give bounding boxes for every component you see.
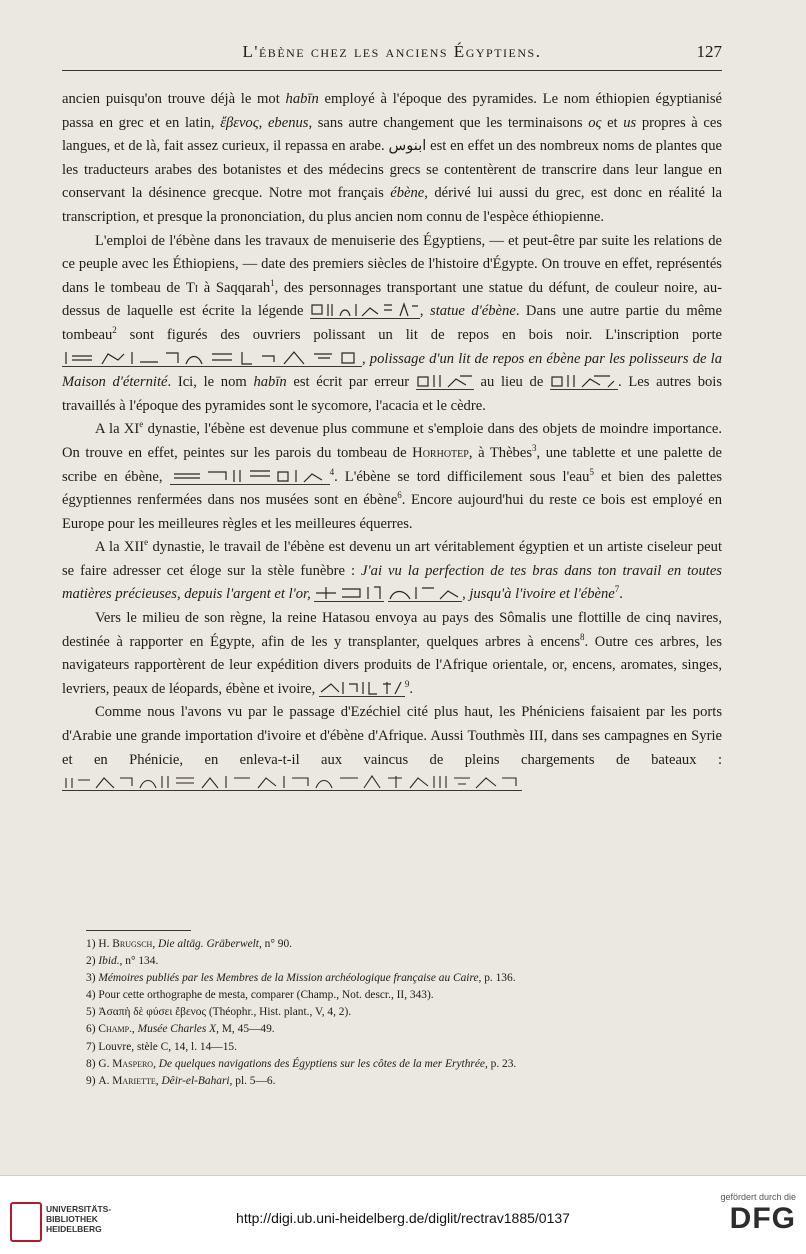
text: est en effet un des nombreux noms de plantes que les traducteurs arabes des botanistes et des médecins grecs se contentèrent de transcrire dans leur langue en conservant la désinence grecque. Notre mot français	[62, 138, 723, 202]
text: est écrit par erreur	[286, 374, 416, 391]
footnote	[86, 1056, 686, 1073]
text: , dérivé lui aussi du grec, est donc en réalité la transcription, et presque la prononciation, du plus ancien nom connu de l'espèce éthiopienne.	[62, 185, 722, 225]
latin-ending: us	[623, 114, 637, 131]
text: . Les autres bois travaillés à l'époque des pyramides sont le sycomore, l'acacia et le cèdre.	[62, 374, 723, 414]
text: . Ici, le nom	[167, 374, 254, 391]
paragraph-3	[62, 418, 722, 536]
hieroglyph-group	[62, 350, 362, 367]
footnote	[86, 1039, 686, 1056]
text: ,	[258, 114, 268, 131]
hieroglyph-group	[319, 680, 405, 697]
hieroglyph-group	[416, 373, 474, 390]
footnote	[86, 970, 686, 987]
greek-word: ἔβενος	[220, 114, 259, 131]
text: , des personnages transportant une statue du défunt, de couleur noire, au-dessus de laquelle est écrite la légende	[62, 279, 722, 320]
french-word: ébène	[390, 185, 425, 202]
text: L'emploi de l'ébène dans les travaux de menuiserie des Égyptiens, — et peut-être par suite les relations de ce peuple avec les Éthiopiens, — date des premiers siècles de l'histoire d'Égypte. On trouve en effet, représentés dans le tombeau de	[62, 232, 722, 296]
text: . Outre ces arbres, les navigateurs rapportèrent de leur expédition divers produits de l'Afrique orientale, or, encens, aromates, singes, levriers, peaux de léopards, ébène et ivoire,	[62, 633, 722, 697]
text: , à Thèbes	[468, 444, 533, 461]
permalink-url[interactable]: http://digi.ub.uni-heidelberg.de/diglit/rectrav1885/0137	[236, 1210, 570, 1226]
text: dynastie, le travail de l'ébène est devenu un art véritablement égyptien et un artiste ciseleur peut se faire adresser cet éloge sur la stèle funèbre :	[62, 539, 722, 579]
dfg-logo[interactable]	[706, 1192, 796, 1244]
text: .	[619, 586, 623, 603]
text: A la XII	[95, 539, 145, 556]
text: et bien des palettes égyptiennes renfermées dans nos musées sont en ébène	[62, 468, 722, 509]
page-number: 127	[696, 42, 722, 61]
text: De quelques navigations des Égyptiens sur les côtes de la mer Erythrée,	[158, 1057, 488, 1070]
text: . Encore aujourd'hui du reste ce bois est employé en Europe pour les meilleures règles et les meilleures équerres.	[62, 492, 722, 532]
footnotes	[86, 936, 686, 1090]
latin-word: ebenus	[267, 114, 309, 131]
text: A la XI	[95, 421, 140, 438]
hieroglyph-group	[388, 585, 462, 602]
text: et	[601, 114, 624, 131]
text: Die altäg. Gräberwelt,	[158, 938, 262, 950]
text: 8)	[86, 1057, 96, 1070]
arabic-word: ابنوس	[388, 138, 427, 155]
translation-statue: statue d'ébène	[430, 303, 516, 320]
text: . Dans une autre partie du même tombeau	[62, 303, 722, 343]
text: employé à l'époque des pyramides. Le nom éthiopien égyptianisé passa en grec et en latin,	[62, 91, 722, 131]
text: Pour cette orthographe de mesta, comparer (Champ., Not. descr., II, 343).	[98, 989, 434, 1002]
funder-caption: gefördert durch die	[720, 1192, 796, 1202]
hieroglyph-group	[310, 302, 420, 319]
term-habin: habīn	[285, 91, 319, 107]
text: 9)	[86, 1074, 96, 1087]
name-horhotep: Horhotep	[412, 444, 469, 461]
footnote	[86, 1004, 686, 1021]
hieroglyph-group	[550, 373, 618, 390]
article-body	[62, 88, 722, 796]
quotation: J'ai vu la perfection de tes bras dans ton travail en toutes matières précieuses, depuis l'argent et l'or,	[62, 562, 722, 603]
text: BIBLIOTHEK	[46, 1214, 98, 1224]
text: dynastie, l'ébène est devenue plus commune et s'emploie dans des objets de moindre importance. On trouve en effet, peintes sur les parois du tombeau de	[62, 421, 722, 461]
footnote-ref: 9	[404, 678, 410, 689]
text: 6)	[86, 1023, 96, 1036]
running-title: L'ébène chez les anciens Égyptiens.	[242, 42, 542, 61]
footnote	[86, 953, 686, 970]
funder-logo-text: DFG	[729, 1202, 796, 1235]
text: . L'ébène se tord difficilement sous l'eau	[334, 468, 590, 485]
text: H. Brugsch,	[98, 938, 156, 950]
text: Dêir-el-Bahari,	[161, 1074, 233, 1087]
text: Mémoires publiés par les Membres de la Mission archéologique française au Caire,	[98, 972, 482, 985]
text: 5)	[86, 1006, 96, 1019]
text: Louvre, stèle C, 14, l. 14—15.	[98, 1040, 237, 1053]
paragraph-1	[62, 88, 722, 230]
text: 4)	[86, 989, 96, 1002]
text: Ἀσαπὴ δὲ φύσει ἔβενος (Théophr., Hist. plant., V, 4, 2).	[98, 1006, 352, 1019]
footnote-ref: 7	[614, 584, 620, 595]
hieroglyph-group	[170, 468, 330, 485]
text: 1)	[86, 938, 96, 950]
paragraph-4: A la XIIe dynastie, le travail de l'ébène est devenu un art véritablement égyptien et un artiste ciseleur peut se faire adresser cet éloge sur la stèle funèbre : J'ai vu la perfection de tes bras dans ton travail en toutes matières précieuses, depuis l'argent et l'or, , jusqu'à l'ivoire et l'ébène$^7$.	[62, 537, 722, 603]
text: , une tablette et une palette de scribe en ébène,	[62, 444, 722, 485]
text: p. 136.	[481, 972, 516, 985]
viewer-footer-bar	[0, 1175, 806, 1254]
text: 3)	[86, 972, 96, 985]
text: Musée Charles X,	[137, 1023, 219, 1036]
paragraph-5	[62, 607, 722, 701]
name-ti: Ti	[185, 279, 199, 296]
footnote-ref: 3	[532, 443, 537, 454]
hieroglyph-group	[314, 585, 384, 602]
footnote-rule	[86, 930, 191, 931]
text: n° 90.	[261, 938, 293, 950]
text: UNIVERSITÄTS-	[46, 1204, 112, 1214]
paragraph-2: L'emploi de l'ébène dans les travaux de menuiserie des Égyptiens, — et peut-être par suite les relations de ce peuple avec les Éthiopiens, — date des premiers siècles de l'histoire d'Égypte. On trouve en effet, représentés dans le tombeau de Ti à Saqqarah$^1$, des personnages transportant une statue du défunt, de couleur noire, au-dessus de laquelle est écrite la légende , statue d'ébène. Dans une autre partie du même tombeau$^2$ sont figurés des ouvriers polissant un lit de repos en bois noir. L'inscription porte , polissage d'un lit de repos en ébène par les polisseurs de la Maison d'éternité. Ici, le nom habīn est écrit par erreur au lieu de . Les autres bois travaillés à l'époque des pyramides sont le sycomore, l'acacia et le cèdre.	[62, 232, 723, 414]
superscript: e	[144, 537, 149, 548]
text: Comme nous l'avons vu par le passage d'Ezéchiel cité plus haut, les Phéniciens faisaient par les ports d'Arabie une grande importation d'ivoire et d'ébène d'Afrique. Aussi Touthmès III, dans ses campagnes en Syrie et en Phénicie, en enleva-t-il aux vaincus de pleins chargements de bateaux :	[62, 704, 722, 768]
text: au lieu de	[473, 374, 551, 391]
text: Ibid.,	[98, 955, 123, 968]
footnote-ref: 6	[397, 490, 402, 501]
term-habin: habīn	[253, 374, 287, 391]
text: A. Mariette,	[98, 1074, 159, 1087]
footnote-ref: 8	[580, 631, 585, 642]
text: sont figurés des ouvriers polissant un lit de repos en bois noir. L'inscription porte	[116, 326, 722, 343]
footnote-ref: 5	[589, 466, 594, 477]
text: n° 134.	[122, 955, 159, 968]
footnote	[86, 936, 686, 953]
text: .	[409, 680, 414, 697]
text: Vers le milieu de son règne, la reine Hatasou envoya au pays des Sômalis une flottille de cinq navires, destinée à rapporter en Égypte, afin de les y transplanter, quelques arbres à encens	[62, 610, 722, 650]
footnote-ref: 2	[112, 325, 117, 336]
text: , sans autre changement que les terminaisons	[308, 114, 589, 131]
hieroglyph-group	[62, 774, 522, 791]
text: Champ.,	[98, 1023, 135, 1036]
footnote	[86, 1021, 686, 1038]
footnote-ref: 4	[329, 466, 335, 477]
text: ancien puisqu'on trouve déjà le mot	[62, 91, 286, 107]
text: M, 45—49.	[218, 1023, 275, 1036]
footnote-ref: 1	[270, 277, 275, 288]
text: p. 23.	[487, 1057, 517, 1070]
footnote	[86, 987, 686, 1004]
text: propres à ces langues, et de là, fait assez curieux, il repassa en arabe.	[62, 114, 722, 155]
text: 2)	[86, 955, 96, 968]
quotation: jusqu'à l'ivoire et l'ébène	[469, 586, 615, 603]
text: pl. 5—6.	[232, 1074, 276, 1087]
superscript: e	[139, 419, 144, 430]
greek-ending: ος	[588, 114, 602, 131]
paragraph-6	[62, 701, 722, 795]
footnote	[86, 1073, 686, 1090]
running-header	[62, 36, 722, 71]
text: à Saqqarah	[198, 279, 271, 296]
text: 7)	[86, 1040, 96, 1053]
translation-polissage: polissage d'un lit de repos en ébène par les polisseurs de la Maison d'éternité	[62, 350, 722, 391]
text: G. Maspero,	[98, 1057, 156, 1070]
text: HEIDELBERG	[46, 1224, 102, 1234]
